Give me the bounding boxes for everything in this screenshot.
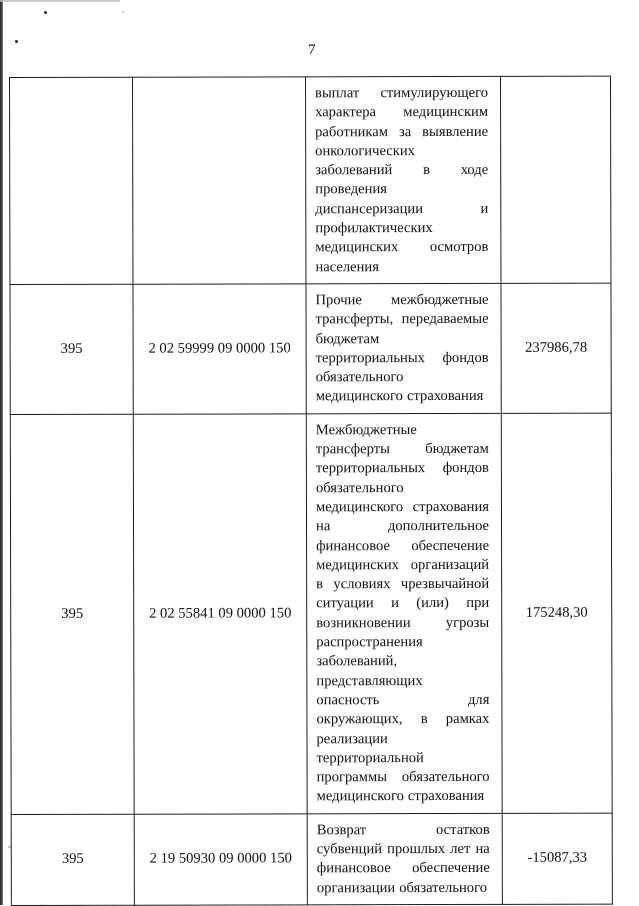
scan-speck [44,11,47,14]
amount-value: 237986,78 [525,339,588,356]
name-value: Прочие межбюджетные трансферты, передаваемые бюджетам территориальных фондов обязательного медицинского страхования [315,291,489,405]
name-value: Межбюджетные трансферты бюджетам территориальных фондов обязательного медицинского страхования на дополнительное финансовое обеспечение медицинских организаций в условиях чрезвычайной ситуации и (или) при возникновении угрозы распространения заболеваний, представляющих опасность для окружающих, в рамках реализации территориальной программы обязательного медицинского страхования [315,421,490,805]
table-row [10,413,612,814]
table-row [10,283,611,414]
cell-code [10,284,133,414]
cell-amount [501,413,612,813]
kbk-value [133,176,305,184]
kbk-value: 2 02 59999 09 0000 150 [148,340,291,357]
code-value: 395 [61,850,84,868]
cell-amount [501,283,611,413]
amount-value: -15087,33 [527,849,588,866]
code-value [10,177,132,185]
cell-kbk [134,814,307,906]
amount-value: 175248,30 [525,604,588,621]
cell-name [306,76,501,283]
name-value: выплат стимулирующего характера медицинским работникам за выявление онкологических заболеваний в ходе проведения диспансеризации и профилактических медицинских осмотров населения [315,84,489,275]
cell-code [11,814,134,905]
code-value: 395 [61,605,84,622]
kbk-value: 2 02 55841 09 0000 150 [149,604,292,622]
scan-speck [122,11,124,13]
table-row [10,76,611,284]
name-value: Возврат остатков субвенций прошлых лет на финансовое обеспечение организации обязательного [316,821,490,896]
code-value: 395 [60,340,83,357]
scanner-top-artifact [0,0,120,2]
cell-code [10,414,134,814]
cell-name [307,813,502,905]
table-row [11,813,612,906]
cell-amount [500,76,610,283]
scanner-edge-artifact [0,0,3,905]
cell-kbk [133,414,307,814]
budget-table [9,76,613,906]
amount-value [501,176,610,184]
cell-name [306,283,501,413]
cell-code [10,77,133,284]
cell-kbk [133,284,306,414]
cell-name [306,413,502,813]
cell-amount [502,813,612,904]
cell-kbk [133,77,306,284]
kbk-value: 2 19 50930 09 0000 150 [149,850,292,867]
page-number: 7 [308,42,316,58]
